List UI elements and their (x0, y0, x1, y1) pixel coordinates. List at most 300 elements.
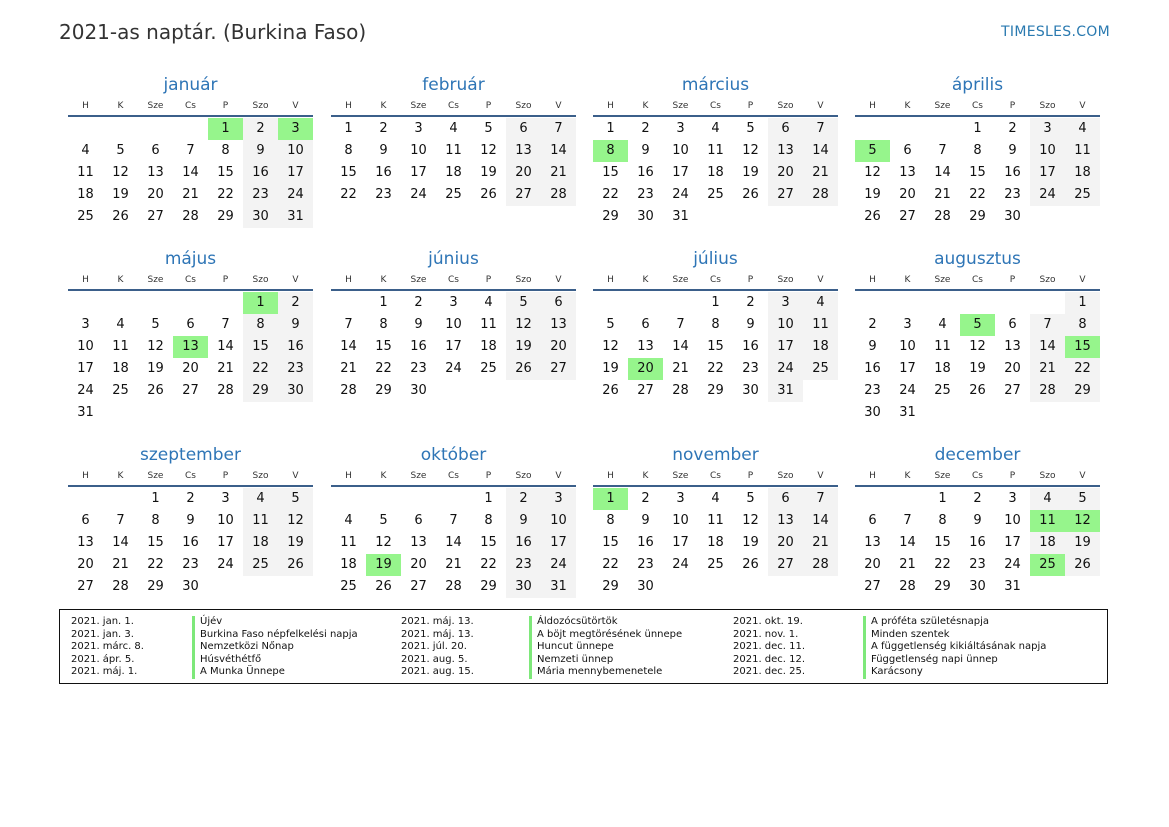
day-cell: 8 (606, 513, 615, 528)
month-block (593, 247, 838, 402)
day-cell: 22 (147, 557, 164, 572)
weekday-label: Sze (672, 471, 689, 481)
holiday-name: Újév (192, 616, 222, 629)
empty-cell (138, 292, 173, 314)
day-cell: 12 (112, 165, 129, 180)
day-grid (331, 292, 576, 402)
day-cell: 5 (606, 317, 615, 332)
day-cell: 27 (864, 579, 881, 594)
day-cell: 26 (112, 209, 129, 224)
day-cell: 31 (1004, 579, 1021, 594)
day-cell: 31 (541, 576, 576, 598)
day-cell: 16 (243, 162, 278, 184)
weekday-label: Szo (1039, 471, 1056, 481)
legend-column (401, 616, 721, 679)
weekday-label: P (485, 275, 492, 285)
weekday-header (855, 271, 1100, 291)
day-cell: 14 (803, 140, 838, 162)
weekday-label: V (292, 101, 299, 111)
day-cell: 14 (934, 165, 951, 180)
day-cell: 17 (672, 165, 689, 180)
weekday-label: H (869, 471, 876, 481)
day-cell: 29 (707, 383, 724, 398)
holiday-name: A Munka Ünnepe (192, 666, 285, 679)
day-cell: 9 (868, 339, 877, 354)
weekday-label: H (869, 101, 876, 111)
holiday-date: 2021. dec. 12. (733, 653, 806, 665)
day-cell: 6 (541, 292, 576, 314)
day-cell: 26 (506, 358, 541, 380)
day-cell: 14 (112, 535, 129, 550)
day-cell: 14 (445, 535, 462, 550)
weekday-label: P (222, 471, 229, 481)
day-cell: 22 (375, 361, 392, 376)
empty-cell (663, 292, 698, 314)
day-cell: 8 (484, 513, 493, 528)
day-cell: 6 (186, 317, 195, 332)
day-cell: 17 (217, 535, 234, 550)
weekday-label: V (292, 471, 299, 481)
day-cell: 7 (449, 513, 458, 528)
day-cell: 10 (1030, 140, 1065, 162)
empty-cell (103, 118, 138, 140)
day-cell: 15 (147, 535, 164, 550)
day-cell: 1 (151, 491, 160, 506)
weekday-label: Szo (777, 275, 794, 285)
holiday-row (401, 654, 721, 667)
weekday-label: Szo (777, 101, 794, 111)
day-cell: 14 (672, 339, 689, 354)
holiday-name: Huncut ünnepe (529, 641, 614, 654)
weekday-label: Sze (410, 471, 427, 481)
day-grid (68, 292, 313, 424)
holiday-date: 2021. máj. 1. (71, 666, 138, 677)
weekday-label: Szo (777, 471, 794, 481)
day-cell: 9 (379, 143, 388, 158)
month-block (331, 73, 576, 206)
day-cell: 21 (803, 532, 838, 554)
holiday-name: Húsvéthétfő (192, 654, 261, 667)
day-cell: 23 (1004, 187, 1021, 202)
empty-cell (138, 118, 173, 140)
day-cell: 17 (768, 336, 803, 358)
day-cell: 20 (147, 187, 164, 202)
weekday-label: Sze (410, 101, 427, 111)
day-cell: 15 (217, 165, 234, 180)
day-cell: 31 (768, 380, 803, 402)
day-cell: 27 (768, 554, 803, 576)
day-cell: 10 (672, 143, 689, 158)
day-cell: 12 (147, 339, 164, 354)
day-cell: 30 (1004, 209, 1021, 224)
day-cell: 29 (602, 209, 619, 224)
day-cell: 7 (541, 118, 576, 140)
day-cell: 12 (742, 143, 759, 158)
empty-cell (1030, 292, 1065, 314)
day-cell: 4 (938, 317, 947, 332)
weekday-header (855, 467, 1100, 487)
holiday-row (401, 629, 721, 642)
day-cell: 11 (934, 339, 951, 354)
day-cell: 20 (768, 162, 803, 184)
weekday-label: H (345, 471, 352, 481)
day-cell: 6 (868, 513, 877, 528)
weekday-label: K (117, 471, 124, 481)
day-cell: 24 (899, 383, 916, 398)
holiday-row (71, 629, 391, 642)
day-cell: 2 (278, 292, 313, 314)
day-cell: 30 (182, 579, 199, 594)
day-cell: 13 (506, 140, 541, 162)
day-cell: 13 (77, 535, 94, 550)
site-link[interactable]: TIMESLES.COM (1001, 24, 1110, 40)
weekday-label: Cs (710, 101, 721, 111)
holiday-date: 2021. máj. 13. (401, 628, 474, 640)
weekday-label: P (747, 275, 754, 285)
day-cell: 19 (480, 165, 497, 180)
day-cell: 30 (506, 576, 541, 598)
day-cell: 8 (1065, 314, 1100, 336)
day-cell: 14 (1030, 336, 1065, 358)
weekday-label: Sze (147, 101, 164, 111)
day-cell: 22 (602, 557, 619, 572)
day-cell: 19 (112, 187, 129, 202)
day-cell: 1 (606, 121, 615, 136)
day-cell: 1 (484, 491, 493, 506)
weekday-label: P (485, 471, 492, 481)
day-cell: 25 (112, 383, 129, 398)
day-cell: 12 (375, 535, 392, 550)
month-name: december (934, 445, 1021, 465)
day-cell: 25 (445, 187, 462, 202)
holiday-legend (59, 609, 1108, 684)
day-cell: 16 (637, 165, 654, 180)
holiday-day-cell: 1 (208, 118, 243, 140)
day-cell: 3 (903, 317, 912, 332)
weekday-label: Sze (147, 275, 164, 285)
day-cell: 19 (506, 336, 541, 358)
day-cell: 24 (1004, 557, 1021, 572)
day-cell: 7 (344, 317, 353, 332)
weekday-label: Cs (448, 471, 459, 481)
day-cell: 9 (641, 513, 650, 528)
day-cell: 5 (116, 143, 125, 158)
month-block (855, 443, 1100, 598)
day-cell: 27 (768, 184, 803, 206)
day-cell: 20 (77, 557, 94, 572)
day-cell: 9 (243, 140, 278, 162)
day-cell: 20 (768, 532, 803, 554)
holiday-date: 2021. máj. 13. (401, 616, 474, 627)
empty-cell (890, 118, 925, 140)
day-cell: 25 (340, 579, 357, 594)
day-cell: 26 (602, 383, 619, 398)
day-cell: 24 (672, 557, 689, 572)
weekday-label: Cs (972, 101, 983, 111)
holiday-row (71, 666, 391, 679)
weekday-label: P (747, 471, 754, 481)
day-cell: 13 (410, 535, 427, 550)
weekday-header (593, 467, 838, 487)
day-cell: 30 (410, 383, 427, 398)
day-cell: 28 (899, 579, 916, 594)
holiday-date: 2021. aug. 15. (401, 666, 474, 677)
weekday-label: V (817, 471, 824, 481)
weekday-label: H (607, 101, 614, 111)
day-cell: 18 (77, 187, 94, 202)
day-cell: 25 (934, 383, 951, 398)
day-cell: 30 (969, 579, 986, 594)
day-cell: 16 (375, 165, 392, 180)
day-cell: 11 (445, 143, 462, 158)
day-cell: 18 (707, 165, 724, 180)
day-cell: 22 (217, 187, 234, 202)
day-cell: 10 (278, 140, 313, 162)
holiday-day-cell: 5 (960, 314, 995, 336)
day-cell: 22 (602, 187, 619, 202)
weekday-label: Cs (185, 101, 196, 111)
day-cell: 26 (278, 554, 313, 576)
day-cell: 7 (221, 317, 230, 332)
weekday-header (331, 467, 576, 487)
day-grid (331, 488, 576, 598)
day-cell: 2 (414, 295, 423, 310)
day-cell: 15 (707, 339, 724, 354)
weekday-label: H (607, 275, 614, 285)
day-cell: 16 (410, 339, 427, 354)
day-cell: 11 (1065, 140, 1100, 162)
day-cell: 1 (973, 121, 982, 136)
empty-cell (401, 488, 436, 510)
weekday-label: K (117, 275, 124, 285)
weekday-label: K (642, 471, 649, 481)
weekday-label: Sze (934, 101, 951, 111)
day-cell: 21 (182, 187, 199, 202)
weekday-label: Szo (515, 275, 532, 285)
day-cell: 8 (151, 513, 160, 528)
day-cell: 17 (410, 165, 427, 180)
day-cell: 15 (969, 165, 986, 180)
day-cell: 27 (899, 209, 916, 224)
empty-cell (331, 292, 366, 314)
day-cell: 17 (77, 361, 94, 376)
month-block (855, 73, 1100, 228)
day-cell: 31 (278, 206, 313, 228)
weekday-label: V (555, 471, 562, 481)
weekday-label: Cs (972, 471, 983, 481)
day-cell: 13 (899, 165, 916, 180)
day-cell: 10 (1004, 513, 1021, 528)
weekday-label: P (222, 101, 229, 111)
holiday-name: Mária mennybemenetele (529, 666, 662, 679)
empty-cell (855, 488, 890, 510)
day-cell: 12 (278, 510, 313, 532)
day-cell: 26 (375, 579, 392, 594)
day-cell: 25 (480, 361, 497, 376)
day-grid (855, 118, 1100, 228)
weekday-label: Sze (934, 471, 951, 481)
day-cell: 14 (803, 510, 838, 532)
holiday-name: Áldozócsütörtök (529, 616, 617, 629)
day-cell: 30 (637, 579, 654, 594)
month-block (593, 73, 838, 228)
weekday-label: P (222, 275, 229, 285)
day-cell: 11 (707, 143, 724, 158)
day-cell: 13 (637, 339, 654, 354)
day-cell: 22 (243, 358, 278, 380)
holiday-name: Nemzetközi Nőnap (192, 641, 294, 654)
day-cell: 29 (217, 209, 234, 224)
holiday-day-cell: 25 (1030, 554, 1065, 576)
weekday-label: K (904, 275, 911, 285)
day-cell: 28 (112, 579, 129, 594)
day-cell: 1 (344, 121, 353, 136)
day-cell: 12 (742, 513, 759, 528)
day-cell: 16 (278, 336, 313, 358)
empty-cell (890, 488, 925, 510)
weekday-label: Cs (710, 275, 721, 285)
weekday-label: Sze (410, 275, 427, 285)
day-cell: 8 (344, 143, 353, 158)
weekday-label: H (607, 471, 614, 481)
weekday-label: Szo (1039, 101, 1056, 111)
month-name: február (422, 75, 485, 95)
day-cell: 13 (541, 314, 576, 336)
weekday-label: Cs (185, 471, 196, 481)
day-cell: 11 (480, 317, 497, 332)
holiday-name: A próféta születésnapja (863, 616, 989, 629)
day-cell: 4 (711, 491, 720, 506)
weekday-label: Szo (252, 275, 269, 285)
day-cell: 4 (116, 317, 125, 332)
day-cell: 30 (742, 383, 759, 398)
day-cell: 2 (1008, 121, 1017, 136)
holiday-row (71, 641, 391, 654)
holiday-date: 2021. jan. 3. (71, 628, 134, 640)
weekday-label: V (1079, 275, 1086, 285)
day-cell: 16 (637, 535, 654, 550)
day-cell: 26 (480, 187, 497, 202)
day-cell: 10 (541, 510, 576, 532)
weekday-label: Szo (252, 471, 269, 481)
holiday-name: Karácsony (863, 666, 923, 679)
day-cell: 23 (410, 361, 427, 376)
day-cell: 28 (1030, 380, 1065, 402)
day-grid (593, 118, 838, 228)
day-cell: 17 (899, 361, 916, 376)
day-cell: 21 (899, 557, 916, 572)
holiday-day-cell: 11 (1030, 510, 1065, 532)
day-cell: 24 (217, 557, 234, 572)
day-cell: 26 (742, 187, 759, 202)
day-cell: 27 (541, 358, 576, 380)
holiday-name: Nemzeti ünnep (529, 654, 613, 667)
day-cell: 11 (243, 510, 278, 532)
day-cell: 31 (672, 209, 689, 224)
holiday-day-cell: 20 (628, 358, 663, 380)
day-cell: 6 (641, 317, 650, 332)
weekday-label: K (380, 101, 387, 111)
day-cell: 25 (803, 358, 838, 380)
weekday-label: Cs (448, 101, 459, 111)
holiday-row (733, 629, 1053, 642)
month-name: július (693, 249, 738, 269)
month-name: március (681, 75, 750, 95)
day-cell: 18 (112, 361, 129, 376)
day-cell: 5 (746, 121, 755, 136)
day-cell: 17 (445, 339, 462, 354)
day-grid (68, 488, 313, 598)
holiday-date: 2021. jan. 1. (71, 616, 134, 627)
day-cell: 28 (340, 383, 357, 398)
day-cell: 27 (147, 209, 164, 224)
day-cell: 24 (278, 184, 313, 206)
empty-cell (68, 292, 103, 314)
day-cell: 19 (742, 535, 759, 550)
weekday-label: Cs (185, 275, 196, 285)
holiday-day-cell: 8 (593, 140, 628, 162)
weekday-label: H (82, 275, 89, 285)
day-cell: 17 (672, 535, 689, 550)
day-cell: 11 (707, 513, 724, 528)
day-cell: 17 (1030, 162, 1065, 184)
holiday-date: 2021. dec. 11. (733, 641, 806, 652)
day-cell: 4 (1030, 488, 1065, 510)
day-cell: 9 (414, 317, 423, 332)
day-cell: 8 (379, 317, 388, 332)
weekday-label: K (642, 101, 649, 111)
holiday-name: Minden szentek (863, 629, 950, 642)
day-cell: 3 (676, 491, 685, 506)
holiday-name: A böjt megtörésének ünnepe (529, 629, 682, 642)
weekday-label: K (380, 275, 387, 285)
day-cell: 20 (864, 557, 881, 572)
day-cell: 22 (707, 361, 724, 376)
weekday-header (331, 271, 576, 291)
holiday-date: 2021. dec. 25. (733, 666, 806, 677)
day-cell: 1 (1065, 292, 1100, 314)
month-block (855, 247, 1100, 424)
day-cell: 30 (243, 206, 278, 228)
day-cell: 21 (1030, 358, 1065, 380)
day-cell: 30 (637, 209, 654, 224)
day-cell: 8 (243, 314, 278, 336)
day-cell: 5 (379, 513, 388, 528)
weekday-label: Sze (672, 101, 689, 111)
weekday-label: P (1009, 471, 1016, 481)
holiday-row (733, 666, 1053, 679)
day-cell: 7 (186, 143, 195, 158)
empty-cell (103, 292, 138, 314)
day-cell: 3 (221, 491, 230, 506)
day-cell: 14 (541, 140, 576, 162)
day-cell: 24 (410, 187, 427, 202)
day-cell: 21 (445, 557, 462, 572)
holiday-day-cell: 13 (173, 336, 208, 358)
day-cell: 6 (768, 488, 803, 510)
day-cell: 2 (379, 121, 388, 136)
day-cell: 19 (602, 361, 619, 376)
day-cell: 5 (278, 488, 313, 510)
day-cell: 15 (480, 535, 497, 550)
day-cell: 29 (1065, 380, 1100, 402)
day-cell: 12 (506, 314, 541, 336)
day-cell: 5 (151, 317, 160, 332)
day-cell: 17 (541, 532, 576, 554)
day-cell: 28 (672, 383, 689, 398)
day-cell: 15 (602, 535, 619, 550)
day-cell: 19 (969, 361, 986, 376)
